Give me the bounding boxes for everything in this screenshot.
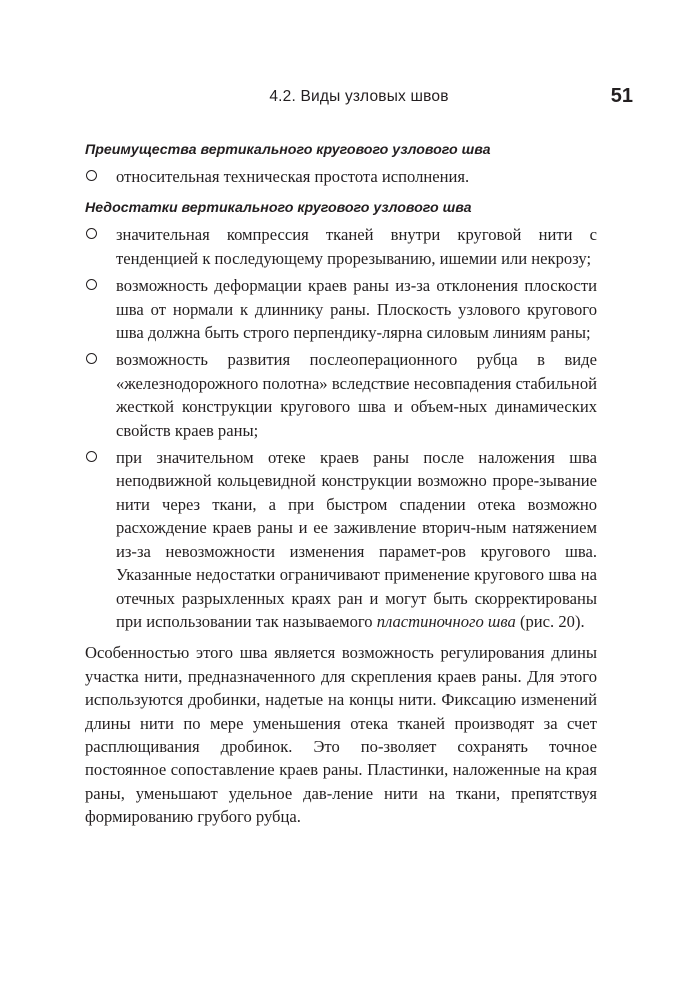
circle-bullet-icon	[86, 170, 97, 181]
list-item	[85, 223, 597, 270]
emphasis-term: пластиночного шва	[376, 611, 516, 631]
running-title: 4.2. Виды узловых швов	[269, 88, 449, 105]
list-item	[85, 348, 597, 442]
page-content	[85, 139, 597, 829]
disadvantages-list	[85, 223, 597, 633]
list-item-text: значительная компрессия тканей внутри круговой нити с тенденцией к последующему прорезыванию, ишемии или некрозу;	[116, 225, 597, 268]
list-item	[85, 274, 597, 344]
disadvantages-heading: Недостатки вертикального кругового узлового шва	[85, 200, 472, 217]
circle-bullet-icon	[86, 228, 97, 239]
advantages-list	[85, 165, 597, 188]
body-paragraph: Особенностью этого шва является возможность регулирования длины участка нити, предназначенного для скрепления краев раны. Для этого используются дробинки, надетые на концы нити. Фиксацию изменений длины нити по мере уменьшения отека тканей производят за счет расплющивания дробинок. Это по-зволяет сохранять точное постоянное сопоставление краев раны. Пластинки, наложенные на края раны, уменьшают удельное дав-ление нити на ткани, препятствуя формированию грубого рубца.	[85, 643, 597, 827]
list-item-text-before: при значительном отеке краев раны после наложения шва неподвижной кольцевидной конструкции возможно проре-зывание нити через ткани, а при быстром спадении отека возможно расхождение краев раны и ее заживление вторич-ным натяжением из-за невозможности изменения парамет-ров кругового шва. Указанные недостатки ограничивают применение кругового шва на отечных разрыхленных краях ран и могут быть скорректированы при использовании так называемого	[116, 448, 597, 631]
advantages-heading: Преимущества вертикального кругового узлового шва	[85, 142, 491, 158]
list-item-text: возможность развития послеоперационного рубца в виде «железнодорожного полотна» вследствие несовпадения стабильной жесткой конструкции кругового шва и объем-ных динамических свойств краев раны;	[116, 350, 597, 440]
page-header	[85, 85, 633, 114]
page-number: 51	[610, 85, 633, 107]
circle-bullet-icon	[86, 279, 97, 290]
list-item-text: возможность деформации краев раны из-за отклонения плоскости шва от нормали к длиннику раны. Плоскость узлового кругового шва должна быть строго перпендику-лярна силовым линиям раны;	[116, 276, 597, 343]
circle-bullet-icon	[86, 353, 97, 364]
disadvantages-section	[85, 197, 597, 633]
advantages-section	[85, 139, 597, 188]
list-item-text: относительная техническая простота исполнения.	[116, 167, 470, 186]
list-item-text-after: (рис. 20).	[519, 611, 585, 631]
list-item	[85, 165, 597, 188]
list-item	[85, 446, 597, 633]
circle-bullet-icon	[86, 451, 97, 462]
